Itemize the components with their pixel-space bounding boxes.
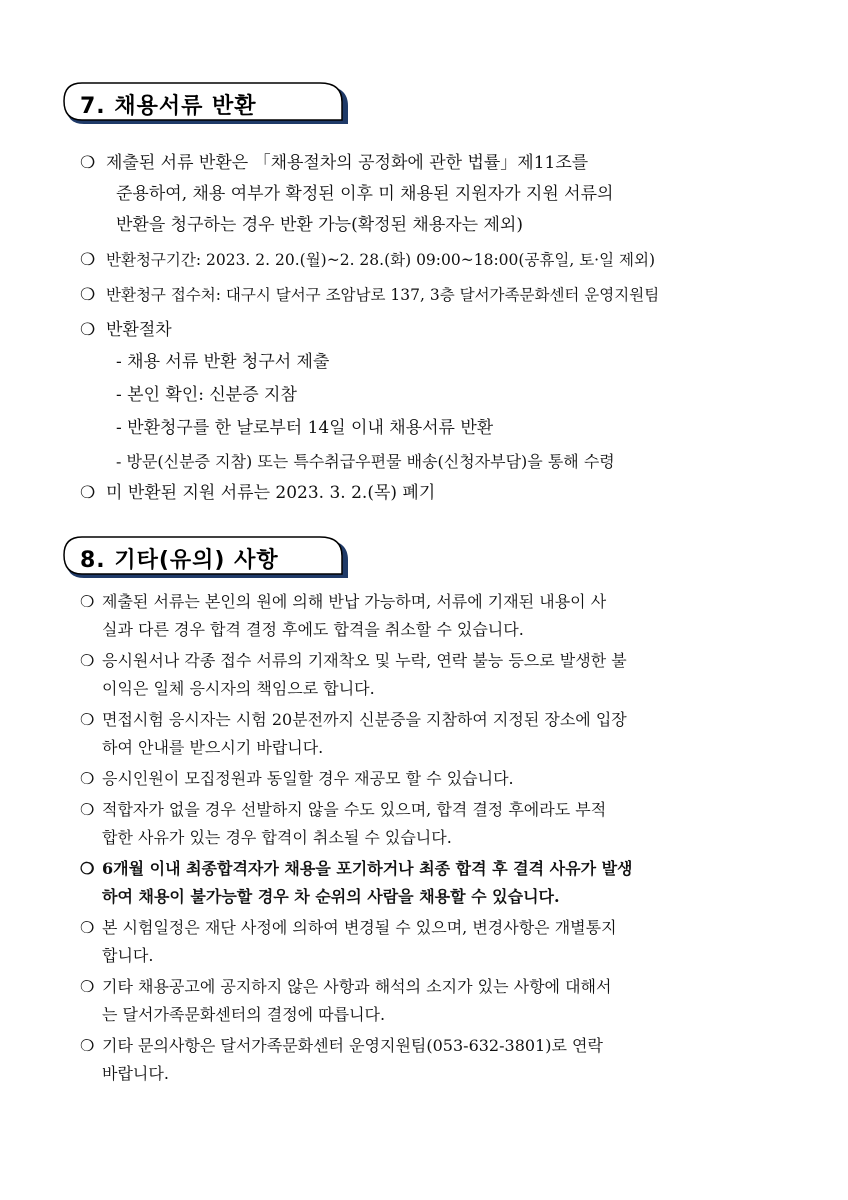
list-item bbox=[80, 148, 792, 241]
list-item bbox=[80, 1032, 792, 1088]
item-line: 는 달서가족문화센터의 결정에 따릅니다. bbox=[102, 1005, 386, 1024]
circle-bullet-icon: ❍ bbox=[80, 250, 96, 270]
item-line: 합니다. bbox=[102, 946, 154, 965]
circle-bullet-icon: ❍ bbox=[80, 800, 95, 819]
circle-bullet-icon: ❍ bbox=[80, 592, 95, 611]
item-line: 본 시험일정은 재단 사정에 의하여 변경될 수 있으며, 변경사항은 개별통지 bbox=[102, 918, 617, 937]
item-line: 6개월 이내 최종합격자가 채용을 포기하거나 최종 합격 후 결격 사유가 발생 bbox=[102, 859, 633, 878]
procedure-step: - 채용 서류 반환 청구서 제출 bbox=[116, 352, 330, 372]
item-line: 하여 채용이 불가능할 경우 차 순위의 사람을 채용할 수 있습니다. bbox=[102, 887, 560, 906]
list-item bbox=[80, 796, 792, 852]
circle-bullet-icon: ❍ bbox=[80, 483, 96, 503]
item-line: 합한 사유가 있는 경우 합격이 취소될 수 있습니다. bbox=[102, 828, 452, 847]
item-line: 바랍니다. bbox=[102, 1064, 169, 1083]
list-item bbox=[80, 478, 792, 509]
section-7-header bbox=[62, 80, 352, 128]
item-text: 반환청구기간: 2023. 2. 20.(월)~2. 28.(화) 09:00~18:00(공휴일, 토·일 제외) bbox=[106, 251, 656, 269]
item-line: 제출된 서류는 본인의 원에 의해 반납 가능하며, 서류에 기재된 내용이 사 bbox=[102, 592, 607, 611]
item-line: 응시원서나 각종 접수 서류의 기재착오 및 누락, 연락 불능 등으로 발생한 불 bbox=[102, 651, 627, 670]
circle-bullet-icon: ❍ bbox=[80, 153, 96, 173]
section-8-header bbox=[62, 534, 352, 582]
list-item bbox=[80, 973, 792, 1029]
circle-bullet-icon: ❍ bbox=[80, 710, 95, 729]
circle-bullet-icon: ❍ bbox=[80, 1036, 95, 1055]
section-7-title: 7. 채용서류 반환 bbox=[80, 94, 257, 119]
list-item bbox=[80, 914, 792, 970]
item-line: 반환을 청구하는 경우 반환 가능(확정된 채용자는 제외) bbox=[116, 215, 523, 235]
list-item bbox=[80, 315, 792, 346]
item-line: 실과 다른 경우 합격 결정 후에도 합격을 취소할 수 있습니다. bbox=[102, 620, 524, 639]
item-line: 응시인원이 모집정원과 동일할 경우 재공모 할 수 있습니다. bbox=[102, 769, 514, 788]
item-line: 기타 채용공고에 공지하지 않은 사항과 해석의 소지가 있는 사항에 대해서 bbox=[102, 977, 612, 996]
circle-bullet-icon: ❍ bbox=[80, 918, 95, 937]
item-line: 적합자가 없을 경우 선발하지 않을 수도 있으며, 합격 결정 후에라도 부적 bbox=[102, 800, 607, 819]
circle-bullet-icon: ❍ bbox=[80, 651, 95, 670]
circle-bullet-icon: ❍ bbox=[80, 769, 95, 788]
item-line: 하여 안내를 받으시기 바랍니다. bbox=[102, 738, 324, 757]
item-text: 반환청구 접수처: 대구시 달서구 조암남로 137, 3층 달서가족문화센터 운영지원팀 bbox=[106, 286, 660, 304]
procedure-step: - 반환청구를 한 날로부터 14일 이내 채용서류 반환 bbox=[116, 418, 494, 438]
item-line: 이익은 일체 응시자의 책임으로 합니다. bbox=[102, 679, 375, 698]
circle-bullet-icon: ❍ bbox=[80, 285, 96, 305]
list-item bbox=[80, 706, 792, 762]
item-line: 제출된 서류 반환은 「채용절차의 공정화에 관한 법률」제11조를 bbox=[106, 153, 589, 173]
item-line: 면접시험 응시자는 시험 20분전까지 신분증을 지참하여 지정된 장소에 입장 bbox=[102, 710, 627, 729]
list-item bbox=[80, 245, 792, 276]
procedure-step: - 본인 확인: 신분증 지참 bbox=[116, 385, 297, 405]
section-8-title: 8. 기타(유의) 사항 bbox=[80, 548, 279, 573]
list-item bbox=[80, 280, 792, 311]
item-text: 반환절차 bbox=[106, 320, 172, 340]
item-line: 준용하여, 채용 여부가 확정된 이후 미 채용된 지원자가 지원 서류의 bbox=[116, 184, 614, 204]
list-item bbox=[80, 588, 792, 644]
section-7-list bbox=[80, 148, 792, 509]
circle-bullet-icon: ❍ bbox=[80, 859, 95, 878]
list-item-emphasis bbox=[80, 855, 792, 911]
procedure-step: - 방문(신분증 지참) 또는 특수취급우편물 배송(신청자부담)을 통해 수령 bbox=[116, 452, 615, 471]
circle-bullet-icon: ❍ bbox=[80, 320, 96, 340]
circle-bullet-icon: ❍ bbox=[80, 977, 95, 996]
list-item bbox=[80, 765, 792, 793]
list-item bbox=[80, 647, 792, 703]
item-line: 기타 문의사항은 달서가족문화센터 운영지원팀(053-632-3801)로 연락 bbox=[102, 1036, 603, 1055]
section-8-list bbox=[80, 588, 792, 1091]
item-text: 미 반환된 지원 서류는 2023. 3. 2.(목) 폐기 bbox=[106, 483, 436, 503]
